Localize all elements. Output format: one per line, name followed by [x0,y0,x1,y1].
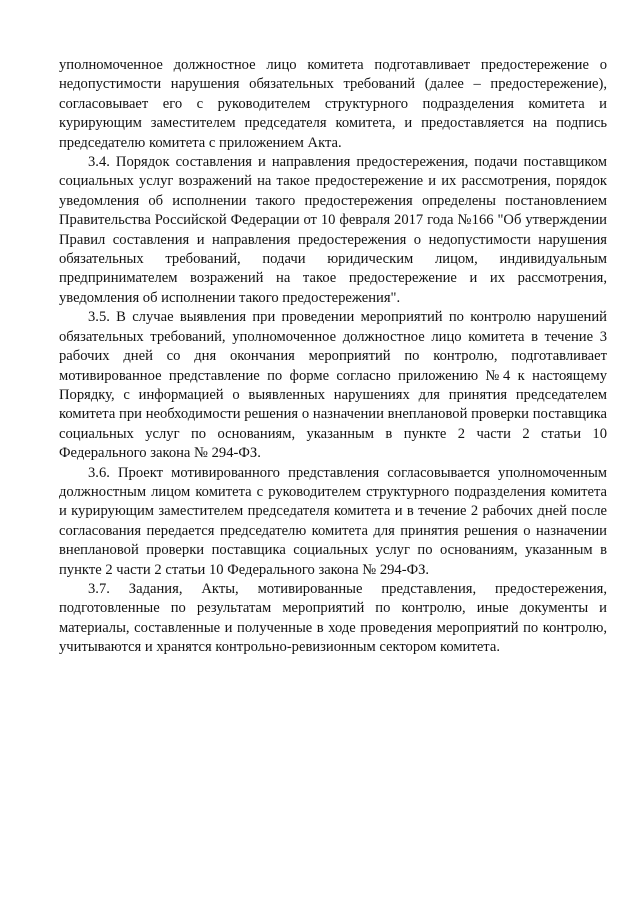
paragraph-continuation: уполномоченное должностное лицо комитета подготавливает предостережение о недопустимости нарушения обязательных требований (далее – предостережение), согласовывает его с руководителем структурного подразделения комитета и курирующим заместителем председателя комитета, и предоставляется на подпись председателю комитета с приложением Акта. [59,57,607,151]
paragraph-3-5: 3.5. В случае выявления при проведении мероприятий по контролю нарушений обязательных требований, уполномоченное должностное лицо комитета в течение 3 рабочих дней со дня окончания мероприятий по контролю, подготавливает мотивированное представление по форме согласно приложению №4 к настоящему Порядку, с информацией о выявленных нарушениях для принятия председателем комитета при необходимости решения о назначении внеплановой проверки поставщика социальных услуг по основаниям, указанным в пункте 2 части 2 статьи 10 Федерального закона № 294-ФЗ. [59,309,607,462]
paragraph-3-7: 3.7. Задания, Акты, мотивированные представления, предостережения, подготовленные по результатам мероприятий по контролю, иные документы и материалы, составленные и полученные в ходе проведения мероприятий по контролю, учитываются и хранятся контрольно-ревизионным сектором комитета. [59,580,607,656]
paragraph-3-6: 3.6. Проект мотивированного представления согласовывается уполномоченным должностным лицом комитета с руководителем структурного подразделения комитета и курирующим заместителем председателя комитета и в течение 2 рабочих дней после согласования передается председателю комитета для принятия решения о назначении внеплановой проверки поставщика социальных услуг по основаниям, указанным в пункте 2 части 2 статьи 10 Федерального закона № 294-ФЗ. [59,464,607,578]
paragraph-3-4: 3.4. Порядок составления и направления предостережения, подачи поставщиком социальных услуг возражений на такое предостережение и их рассмотрения, порядок уведомления об исполнении такого предостережения определены постановлением Правительства Российской Федерации от 10 февраля 2017 года №166 "Об утверждении Правил составления и направления предостережения о недопустимости нарушения обязательных требований, подачи юридическим лицом, индивидуальным предпринимателем возражений на такое предостережение и их рассмотрения, уведомления об исполнении такого предостережения". [59,154,607,306]
document-page [59,56,607,658]
